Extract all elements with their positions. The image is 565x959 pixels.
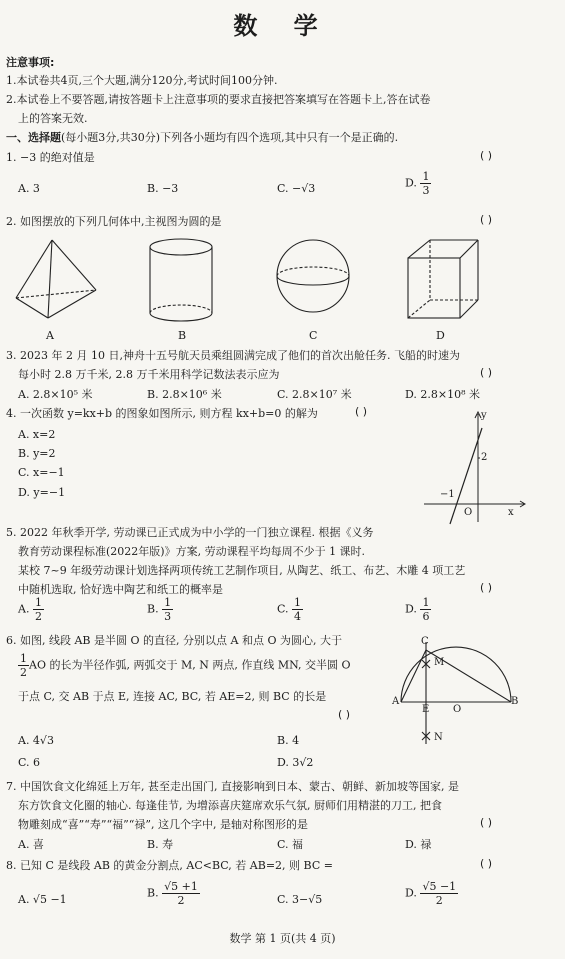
q1-stem: 1. −3 的绝对值是: [6, 151, 95, 164]
q7-line-3: 物雕刻成“喜”“寿”“福”“禄”, 这几个字中, 是轴对称图形的是: [18, 818, 308, 831]
q7-option-a: A. 喜: [18, 838, 44, 851]
q7-option-d: D. 禄: [405, 838, 432, 851]
q2-sphere-figure: [273, 236, 353, 316]
notice-heading: 注意事项:: [6, 56, 55, 69]
notice-item-2-line-1: 2.本试卷上不要答题,请按答题卡上注意事项的要求直接把答案填写在答题卡上,答在试卷: [6, 93, 431, 106]
q5-line-3: 某校 7~9 年级劳动课计划选择两项传统工艺制作项目, 从陶艺、纸工、布艺、木雕 4 项工艺: [18, 564, 466, 577]
q3-answer-paren: ( ): [480, 366, 493, 379]
q8-option-b: B. $\frac{√5 +1}{2}$: [147, 880, 198, 907]
q2-label-d: D: [436, 329, 445, 342]
q6-line-1: 6. 如图, 线段 AB 是半圆 O 的直径, 分别以点 A 和点 O 为圆心, 大于: [6, 634, 342, 647]
q1-option-b: B. −3: [147, 182, 179, 195]
q4-option-a: A. x=2: [18, 428, 56, 441]
segment-ac: [401, 650, 426, 702]
q6-label-n: N: [434, 732, 443, 743]
q6-option-d: D. 3√2: [277, 756, 314, 769]
q3-option-c: C. 2.8×10⁷ 米: [277, 388, 352, 401]
notice-item-1: 1.本试卷共4页,三个大题,满分120分,考试时间100分钟.: [6, 74, 278, 87]
q6-label-a: A: [392, 696, 400, 707]
q7-option-b: B. 寿: [147, 838, 174, 851]
q6-label-c: C: [421, 636, 429, 647]
q4-option-b: B. y=2: [18, 447, 56, 460]
q2-cylinder-figure: [146, 237, 216, 325]
section-desc: (每小题3分,共30分)下列各小题均有四个选项,其中只有一个是正确的.: [61, 131, 399, 144]
page-footer: 数学 第 1 页(共 4 页): [229, 932, 336, 945]
q6-line-2: $\frac{1}{2}$ AO 的长为半径作弧, 两弧交于 M, N 两点, 作直线 MN, 交半圆 O: [20, 652, 351, 679]
q7-line-2: 东方饮食文化圈的轴心. 每逢佳节, 为增添喜庆筵席欢乐气氛, 厨师们用精湛的刀工, 把食: [18, 799, 442, 812]
q2-label-a: A: [46, 329, 54, 342]
q8-stem: 8. 已知 C 是线段 AB 的黄金分割点, AC<BC, 若 AB=2, 则 BC =: [6, 859, 333, 872]
q5-option-d: D. $\frac{1}{6}$: [405, 596, 430, 623]
q7-answer-paren: ( ): [480, 816, 493, 829]
page-title: 数 学: [233, 12, 332, 40]
q6-label-o: O: [453, 704, 462, 715]
q6-answer-paren: ( ): [338, 708, 351, 721]
q5-option-c: C. $\frac{1}{4}$: [277, 596, 302, 623]
q1-option-a: A. 3: [18, 182, 40, 195]
q5-option-b: B. $\frac{1}{3}$: [147, 596, 172, 623]
q8-option-c: C. 3−√5: [277, 893, 323, 906]
q4-x-axis-label: x: [508, 507, 514, 518]
q8-option-d: D. $\frac{√5 -1}{2}$: [405, 880, 457, 907]
q3-option-a: A. 2.8×10⁵ 米: [18, 388, 93, 401]
q5-answer-paren: ( ): [480, 581, 493, 594]
q4-y-axis-label: y: [481, 410, 487, 421]
q2-label-b: B: [178, 329, 187, 342]
q1-option-c: C. −√3: [277, 182, 316, 195]
q4-stem: 4. 一次函数 y=kx+b 的图象如图所示, 则方程 kx+b=0 的解为: [6, 407, 318, 420]
q6-line-3: 于点 C, 交 AB 于点 E, 连接 AC, BC, 若 AE=2, 则 BC 的长是: [18, 690, 327, 703]
q4-y-tick-label: 2: [481, 452, 488, 463]
section-title: 一、选择题: [6, 131, 61, 144]
q8-option-a: A. √5 −1: [18, 893, 67, 906]
q6-label-b: B: [511, 696, 519, 707]
q1-option-d: D. $\frac{1}{3}$: [405, 170, 430, 197]
q4-option-c: C. x=−1: [18, 466, 65, 479]
q6-option-c: C. 6: [18, 756, 41, 769]
q6-semicircle-figure: [395, 632, 520, 752]
q5-line-2: 教育劳动课程标准(2022年版)》方案, 劳动课程平均每周不少于 1 课时.: [18, 545, 366, 558]
q4-answer-paren: ( ): [355, 405, 368, 418]
q2-stem: 2. 如图摆放的下列几何体中,主视图为圆的是: [6, 215, 222, 228]
section-header: [6, 129, 398, 145]
q1-answer-paren: ( ): [480, 149, 493, 162]
q5-line-4: 中随机选取, 恰好选中陶艺和纸工的概率是: [18, 583, 223, 596]
q8-answer-paren: ( ): [480, 857, 493, 870]
q2-cube-figure: [404, 236, 484, 324]
q2-answer-paren: ( ): [480, 213, 493, 226]
q5-option-a: A. $\frac{1}{2}$: [18, 596, 42, 623]
q6-label-m: M: [434, 657, 445, 668]
q6-option-b: B. 4: [277, 734, 300, 747]
q2-pyramid-figure: [12, 236, 102, 326]
q4-x-tick-label: −1: [440, 489, 455, 500]
q4-option-d: D. y=−1: [18, 486, 66, 499]
q3-option-d: D. 2.8×10⁸ 米: [405, 388, 481, 401]
semicircle-arc: [401, 647, 511, 702]
q6-option-a: A. 4√3: [18, 734, 54, 747]
q5-line-1: 5. 2022 年秋季开学, 劳动课已正式成为中小学的一门独立课程. 根据《义务: [6, 526, 374, 539]
q6-label-e: E: [422, 704, 430, 715]
q2-label-c: C: [309, 329, 318, 342]
q3-option-b: B. 2.8×10⁶ 米: [147, 388, 222, 401]
notice-item-2-line-2: 上的答案无效.: [18, 112, 88, 125]
q7-option-c: C. 福: [277, 838, 304, 851]
q7-line-1: 7. 中国饮食文化绵延上万年, 甚至走出国门, 直接影响到日本、蒙古、朝鲜、新加坡等国家, 是: [6, 780, 459, 793]
q3-line-1: 3. 2023 年 2 月 10 日,神舟十五号航天员乘组圆满完成了他们的首次出舱任务. 飞船的时速为: [6, 349, 460, 362]
q3-line-2: 每小时 2.8 万千米, 2.8 万千米用科学记数法表示应为: [18, 368, 280, 381]
q4-origin-label: O: [464, 507, 473, 518]
